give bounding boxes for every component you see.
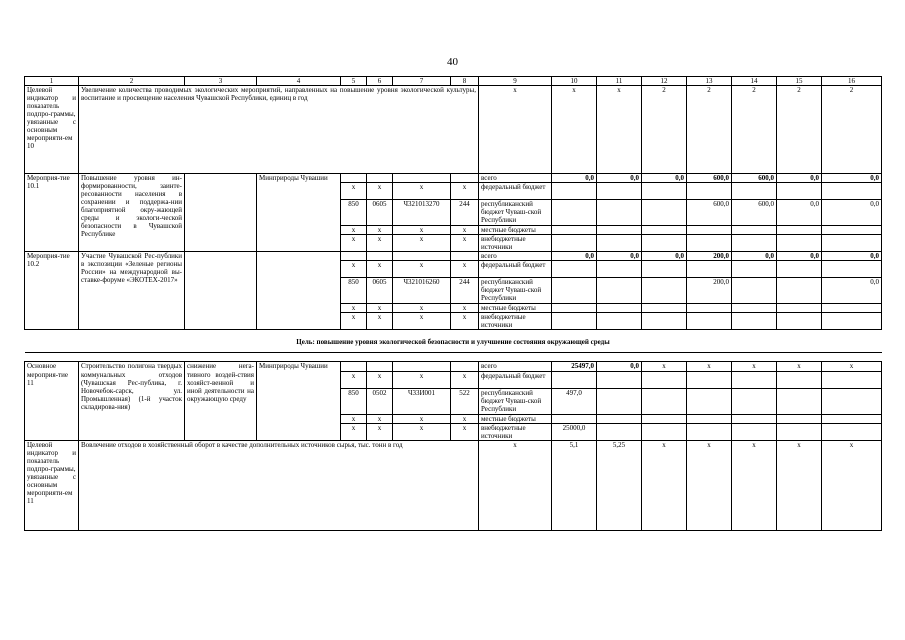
table-cell: [687, 235, 732, 252]
goal-heading: Цель: повышение уровня экологической безопасности и улучшение состояния окружающей среды: [25, 330, 882, 353]
table-cell: x: [341, 261, 367, 278]
funding-source: всего: [479, 252, 552, 261]
indicator-label: Целевой индикатор и показатель подпро-граммы, увязанные с основным мероприяти-ем 10: [25, 86, 79, 174]
table-cell: [777, 313, 822, 330]
table-cell: [367, 174, 393, 183]
funding-source: республиканский бюджет Чуваш-ской Республики: [479, 200, 552, 226]
table-cell: [822, 183, 882, 200]
table-cell: [597, 371, 642, 388]
table-cell: [687, 261, 732, 278]
table-cell: [777, 261, 822, 278]
table-cell: [822, 371, 882, 388]
table-cell: [393, 362, 451, 371]
table-cell: x: [642, 362, 687, 371]
indicator-row-10: [25, 86, 882, 174]
table-cell: [642, 313, 687, 330]
table-cell: 2: [687, 86, 732, 174]
table-cell: [597, 200, 642, 226]
table-cell: [687, 226, 732, 235]
table-cell: [822, 388, 882, 414]
table-cell: [642, 423, 687, 440]
table-cell: x: [393, 261, 451, 278]
col-number: 11: [597, 77, 642, 86]
table-cell: 0605: [367, 200, 393, 226]
col-number: 2: [79, 77, 185, 86]
table-cell: [597, 278, 642, 304]
table-cell: x: [552, 86, 597, 174]
table-cell: [642, 183, 687, 200]
funding-source: местные бюджеты: [479, 226, 552, 235]
table-cell: [552, 313, 597, 330]
table-cell: [732, 388, 777, 414]
table-cell: x: [367, 371, 393, 388]
table-cell: Ч321013270: [393, 200, 451, 226]
table-cell: [822, 313, 882, 330]
table-cell: [597, 235, 642, 252]
table-cell: x: [341, 414, 367, 423]
col-number: 4: [257, 77, 341, 86]
funding-source: внебюджетные источники: [479, 235, 552, 252]
table-body: [25, 77, 882, 531]
table-cell: [777, 304, 822, 313]
table-cell: Ч33И001: [393, 388, 451, 414]
table-cell: [822, 261, 882, 278]
funding-source: федеральный бюджет: [479, 261, 552, 278]
col-number: 9: [479, 77, 552, 86]
table-cell: 2: [777, 86, 822, 174]
table-cell: x: [393, 235, 451, 252]
table-cell: [732, 304, 777, 313]
table-cell: [642, 261, 687, 278]
table-cell: 522: [451, 388, 479, 414]
table-cell: 244: [451, 200, 479, 226]
table-cell: [367, 362, 393, 371]
measure-name: Повышение уровня ин-формированности, заинте-ресованности населения в сохранении и поддержа-нии благоприятной окру-жающей среды и экологи-ческой безопасности в Чувашской Республике: [79, 174, 185, 252]
funding-source: федеральный бюджет: [479, 371, 552, 388]
table-cell: x: [393, 183, 451, 200]
table-cell: [777, 423, 822, 440]
table-cell: [393, 252, 451, 261]
table-cell: [552, 261, 597, 278]
table-cell: x: [367, 414, 393, 423]
table-cell: [822, 226, 882, 235]
table-cell: [341, 362, 367, 371]
table-cell: x: [341, 371, 367, 388]
table-cell: 0,0: [552, 252, 597, 261]
table-cell: [687, 371, 732, 388]
table-cell: x: [451, 371, 479, 388]
funding-source: республиканский бюджет Чуваш-ской Республики: [479, 278, 552, 304]
table-cell: x: [451, 226, 479, 235]
table-cell: 600,0: [732, 200, 777, 226]
table-cell: x: [732, 362, 777, 371]
table-cell: [642, 414, 687, 423]
table-cell: 0,0: [552, 174, 597, 183]
table-cell: 600,0: [687, 174, 732, 183]
col-number: 1: [25, 77, 79, 86]
table-cell: [777, 388, 822, 414]
table-cell: [552, 371, 597, 388]
table-cell: 600,0: [687, 200, 732, 226]
table-cell: x: [367, 226, 393, 235]
table-cell: 0502: [367, 388, 393, 414]
table-cell: x: [367, 235, 393, 252]
table-cell: x: [451, 423, 479, 440]
funding-source: местные бюджеты: [479, 304, 552, 313]
col-number: 14: [732, 77, 777, 86]
table-cell: 0,0: [822, 200, 882, 226]
table-cell: 0,0: [597, 174, 642, 183]
table-cell: x: [732, 440, 777, 530]
indicator-label: Целевой индикатор и показатель подпро-граммы, увязанные с основным мероприяти-ем 11: [25, 440, 79, 530]
table-cell: [732, 414, 777, 423]
program-table: [24, 76, 882, 531]
table-cell: 0,0: [777, 174, 822, 183]
table-cell: x: [367, 423, 393, 440]
table-cell: [597, 261, 642, 278]
table-cell: x: [597, 86, 642, 174]
table-cell: [777, 226, 822, 235]
gap-row: [25, 353, 882, 362]
funding-source: республиканский бюджет Чуваш-ской Республики: [479, 388, 552, 414]
page-number: 40: [447, 56, 458, 68]
table-cell: x: [341, 235, 367, 252]
table-cell: [642, 388, 687, 414]
table-row: [25, 252, 882, 261]
table-cell: [597, 313, 642, 330]
table-cell: [552, 200, 597, 226]
col-number: 3: [185, 77, 257, 86]
table-cell: 850: [341, 388, 367, 414]
col-number: 15: [777, 77, 822, 86]
table-cell: [597, 423, 642, 440]
table-cell: [777, 414, 822, 423]
table-cell: [777, 235, 822, 252]
table-cell: x: [451, 235, 479, 252]
table-cell: x: [451, 414, 479, 423]
table-cell: [642, 371, 687, 388]
table-cell: Ч321016260: [393, 278, 451, 304]
table-cell: [642, 235, 687, 252]
measure-name: Участие Чувашской Рес-публики в экспозиции «Зеленые регионы России» на международной вы-ставке-форуме «ЭКОТЕХ-2017»: [79, 252, 185, 330]
measure-label: Мероприя-тие 10.2: [25, 252, 79, 330]
spacer: [25, 353, 882, 362]
table-cell: x: [393, 371, 451, 388]
table-cell: [732, 371, 777, 388]
table-cell: x: [451, 183, 479, 200]
table-cell: x: [451, 313, 479, 330]
table-cell: [367, 252, 393, 261]
table-cell: [597, 304, 642, 313]
table-cell: [642, 200, 687, 226]
table-cell: [642, 304, 687, 313]
table-cell: [597, 183, 642, 200]
table-cell: x: [451, 261, 479, 278]
table-cell: 0,0: [822, 174, 882, 183]
table-cell: [687, 388, 732, 414]
table-cell: [552, 183, 597, 200]
table-cell: 2: [642, 86, 687, 174]
table-cell: x: [479, 86, 552, 174]
indicator-text: Вовлечение отходов в хозяйственный оборот в качестве дополнительных источников сырья, тыс. тонн в год: [79, 440, 479, 530]
table-cell: [777, 371, 822, 388]
table-cell: 25497,0: [552, 362, 597, 371]
table-row: [25, 174, 882, 183]
table-cell: 600,0: [732, 174, 777, 183]
table-cell: [732, 261, 777, 278]
goal-row: [25, 330, 882, 353]
table-cell: 244: [451, 278, 479, 304]
col-number: 12: [642, 77, 687, 86]
table-cell: [597, 414, 642, 423]
table-cell: x: [341, 423, 367, 440]
table-cell: [451, 362, 479, 371]
table-cell: [732, 226, 777, 235]
table-cell: 0,0: [822, 252, 882, 261]
table-cell: 25000,0: [552, 423, 597, 440]
table-cell: 0,0: [732, 252, 777, 261]
table-cell: [597, 388, 642, 414]
table-cell: x: [341, 183, 367, 200]
table-cell: [777, 278, 822, 304]
table-cell: [451, 252, 479, 261]
table-cell: 5,25: [597, 440, 642, 530]
table-cell: 2: [822, 86, 882, 174]
table-cell: 0,0: [642, 252, 687, 261]
measure-label: Мероприя-тие 10.1: [25, 174, 79, 252]
col-number: 16: [822, 77, 882, 86]
col-number: 7: [393, 77, 451, 86]
indicator-text: Увеличение количества проводимых экологических мероприятий, направленных на повышение уровня экологической культуры, воспитание и просвещение населения Чувашской Республики, единиц в год: [79, 86, 479, 174]
table-cell: [552, 304, 597, 313]
table-cell: x: [367, 313, 393, 330]
funding-source: федеральный бюджет: [479, 183, 552, 200]
table-cell: [552, 278, 597, 304]
table-cell: 0,0: [777, 200, 822, 226]
col-number: 10: [552, 77, 597, 86]
table-cell: [687, 423, 732, 440]
measure-executor: Минприроды Чувашии: [257, 174, 341, 252]
table-cell: x: [367, 304, 393, 313]
table-cell: x: [393, 226, 451, 235]
table-cell: x: [393, 304, 451, 313]
table-cell: [687, 313, 732, 330]
table-cell: [393, 174, 451, 183]
table-cell: [822, 304, 882, 313]
table-cell: [552, 414, 597, 423]
table-cell: 0,0: [642, 174, 687, 183]
col-number: 5: [341, 77, 367, 86]
table-cell: x: [367, 261, 393, 278]
col-number: 6: [367, 77, 393, 86]
funding-source: внебюджетные источники: [479, 313, 552, 330]
indicator-row-11: [25, 440, 882, 530]
table-cell: x: [393, 414, 451, 423]
table-cell: [732, 278, 777, 304]
table-cell: 2: [732, 86, 777, 174]
table-cell: 0605: [367, 278, 393, 304]
table-cell: x: [822, 440, 882, 530]
table-cell: [552, 226, 597, 235]
measure-executor: [257, 252, 341, 330]
funding-source: всего: [479, 174, 552, 183]
funding-source: местные бюджеты: [479, 414, 552, 423]
table-cell: [687, 414, 732, 423]
col-number: 8: [451, 77, 479, 86]
table-cell: 850: [341, 200, 367, 226]
table-cell: [822, 235, 882, 252]
table-cell: [732, 313, 777, 330]
table-cell: 497,0: [552, 388, 597, 414]
table-cell: x: [451, 304, 479, 313]
col-number: 13: [687, 77, 732, 86]
table-cell: [341, 252, 367, 261]
measure-goal: снижение нега-тивного воздей-ствия хозяйст-венной и иной деятельности на окружающую среду: [185, 362, 257, 440]
table-cell: x: [687, 362, 732, 371]
table-cell: 0,0: [777, 252, 822, 261]
table-cell: x: [367, 183, 393, 200]
table-cell: x: [393, 423, 451, 440]
table-cell: [451, 174, 479, 183]
table-cell: x: [777, 440, 822, 530]
table-cell: x: [687, 440, 732, 530]
table-cell: x: [341, 313, 367, 330]
table-cell: x: [822, 362, 882, 371]
table-cell: [687, 183, 732, 200]
table-cell: [777, 183, 822, 200]
table-cell: [597, 226, 642, 235]
table-cell: 850: [341, 278, 367, 304]
measure-goal: [185, 174, 257, 252]
funding-source: внебюджетные источники: [479, 423, 552, 440]
table-cell: [642, 278, 687, 304]
table-cell: 0,0: [597, 362, 642, 371]
table-cell: [732, 183, 777, 200]
table-row: [25, 362, 882, 371]
table-cell: x: [642, 440, 687, 530]
header-row: [25, 77, 882, 86]
table-cell: 200,0: [687, 278, 732, 304]
table-cell: [732, 235, 777, 252]
table-cell: [341, 174, 367, 183]
table-cell: x: [341, 304, 367, 313]
table-cell: [687, 304, 732, 313]
table-cell: x: [393, 313, 451, 330]
measure-executor: Минприроды Чувашии: [257, 362, 341, 440]
table-cell: 5,1: [552, 440, 597, 530]
measure-name: Строительство полигона твердых коммунальных отходов (Чувашская Рес-публика, г. Новочебок-сарск, ул. Промышленная) (1-й участок складирова-ния): [79, 362, 185, 440]
table-cell: x: [479, 440, 552, 530]
table-cell: x: [341, 226, 367, 235]
table-cell: [822, 423, 882, 440]
measure-label: Основное мероприя-тие 11: [25, 362, 79, 440]
table-cell: [642, 226, 687, 235]
table-cell: 0,0: [597, 252, 642, 261]
table-cell: 0,0: [822, 278, 882, 304]
measure-goal: [185, 252, 257, 330]
funding-source: всего: [479, 362, 552, 371]
table-cell: [822, 414, 882, 423]
table-cell: x: [777, 362, 822, 371]
table-cell: [552, 235, 597, 252]
table-cell: [732, 423, 777, 440]
table-cell: 200,0: [687, 252, 732, 261]
